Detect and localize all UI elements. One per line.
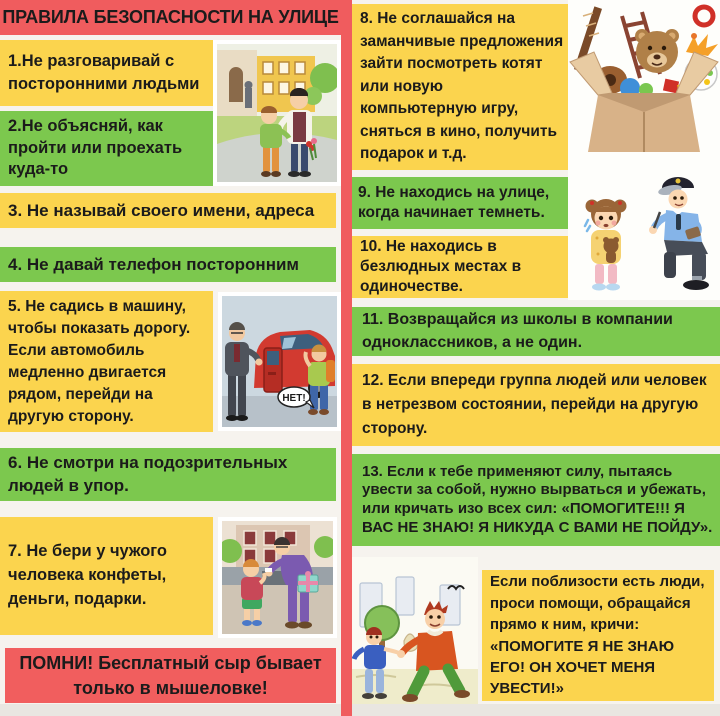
rule-8-text: 8. Не соглашайся на заманчивые предложения зайти посмотреть котят или новую компьютерную игру, сняться в кино, получить подарок и т.д. bbox=[360, 10, 564, 163]
bottom-strip-right bbox=[352, 704, 720, 716]
rule-4 bbox=[0, 247, 336, 282]
rule-1-text: 1.Не разговаривай с посторонними людьми bbox=[8, 52, 200, 93]
rule-11 bbox=[352, 307, 720, 356]
rule-7-text: 7. Не бери у чужого человека конфеты, деньги, подарки. bbox=[8, 542, 168, 608]
rule-12-text: 12. Если впереди группа людей или человек в нетрезвом состоянии, перейди на другую сторону. bbox=[362, 371, 707, 437]
speech-bubble-text: НЕТ! bbox=[282, 393, 306, 404]
illustration-toybox bbox=[568, 0, 720, 170]
illustration-street-scene bbox=[213, 40, 341, 186]
rule-10 bbox=[352, 236, 568, 298]
rule-3 bbox=[0, 193, 336, 228]
left-column bbox=[0, 0, 341, 716]
reminder-banner bbox=[5, 648, 336, 703]
rule-9-text: 9. Не находись на улице, когда начинает темнеть. bbox=[358, 183, 550, 221]
rule-3-text: 3. Не называй своего имени, адреса bbox=[8, 200, 315, 220]
illustration-car-scene bbox=[218, 292, 341, 431]
tip-text: Если поблизости есть люди, проси помощи, обращайся прямо к ним, кричи: «ПОМОГИТЕ Я НЕ ЗНАЮ ЕГО! ОН ХОЧЕТ МЕНЯ УВЕСТИ!» bbox=[490, 573, 705, 698]
rule-6-text: 6. Не смотри на подозрительных людей в упор. bbox=[8, 452, 288, 495]
rule-12 bbox=[352, 364, 720, 446]
poster-title: ПРАВИЛА БЕЗОПАСНОСТИ НА УЛИЦЕ bbox=[0, 0, 341, 35]
right-column bbox=[352, 0, 720, 716]
rule-5-text: 5. Не садись в машину, чтобы показать дорогу. Если автомобиль медленно двигается рядом, перейди на другую сторону. bbox=[8, 297, 191, 425]
reminder-text: ПОМНИ! Бесплатный сыр бывает только в мышеловке! bbox=[19, 653, 322, 698]
illustration-drag-scene bbox=[352, 557, 478, 705]
backpack bbox=[326, 360, 335, 382]
illustration-police-scene bbox=[568, 168, 720, 300]
rule-8 bbox=[352, 4, 568, 170]
rule-13-text: 13. Если к тебе применяют силу, пытаясь увести за собой, нужно вырваться и убежать, или кричать изо всех сил: «ПОМОГИТЕ!!! Я ВАС НЕ ЗНАЮ! Я НИКУДА С ВАМИ НЕ ПОЙДУ». bbox=[362, 462, 713, 536]
rule-2-text: 2.Не объясняй, как пройти или проехать куда-то bbox=[8, 117, 183, 179]
rule-5 bbox=[0, 291, 213, 432]
rule-2 bbox=[0, 111, 213, 186]
column-divider bbox=[341, 0, 352, 716]
rule-10-text: 10. Не находись в безлюдных местах в одиночестве. bbox=[360, 237, 522, 296]
illustration-gift-scene bbox=[218, 517, 337, 638]
rule-11-text: 11. Возвращайся из школы в компании одноклассников, а не один. bbox=[362, 311, 673, 351]
rule-1 bbox=[0, 40, 213, 106]
rule-4-text: 4. Не давай телефон посторонним bbox=[8, 254, 299, 274]
rule-9 bbox=[352, 177, 568, 229]
rule-13 bbox=[352, 454, 720, 546]
rule-7 bbox=[0, 517, 213, 635]
pedestrian bbox=[245, 88, 252, 108]
rule-6 bbox=[0, 448, 336, 501]
bottom-strip-left bbox=[0, 704, 341, 716]
tip-block bbox=[482, 570, 714, 701]
